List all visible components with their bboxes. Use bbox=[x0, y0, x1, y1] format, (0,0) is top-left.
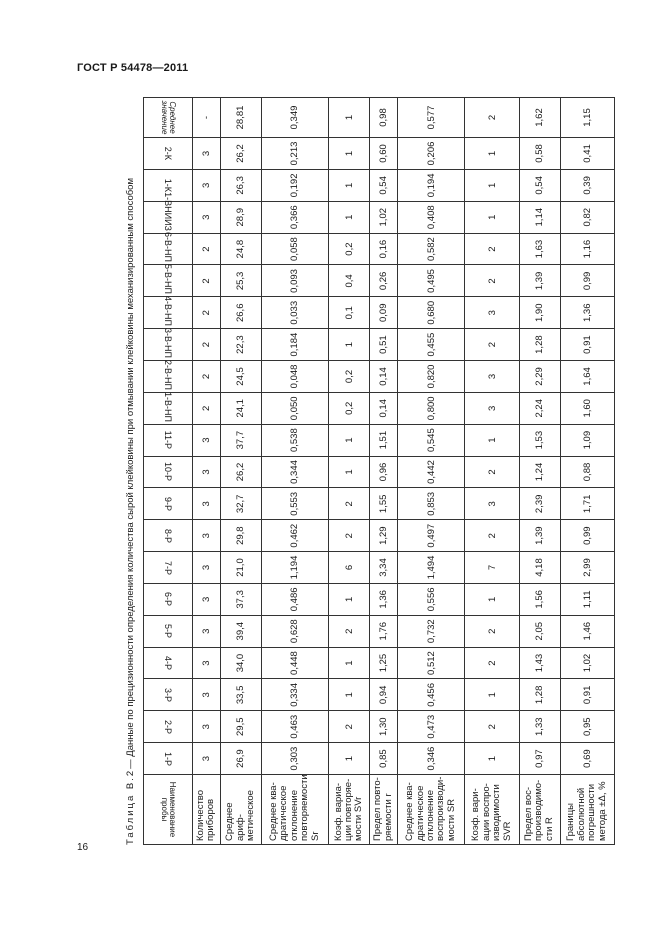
corner-header-cell bbox=[144, 775, 193, 845]
table-cell: 25,3 bbox=[220, 265, 261, 297]
sample-header-cell bbox=[144, 456, 193, 488]
table-cell: 0,334 bbox=[261, 679, 328, 711]
table-header-row bbox=[144, 98, 193, 845]
sample-header-cell bbox=[144, 520, 193, 552]
table-row bbox=[560, 98, 614, 845]
sample-header-label: 3-В-НП bbox=[162, 328, 173, 359]
table-cell: 1 bbox=[329, 743, 370, 775]
table-cell: 1 bbox=[465, 743, 519, 775]
table-cell: 3 bbox=[193, 711, 221, 743]
table-cell: 3 bbox=[193, 583, 221, 615]
mean-cell: 0,577 bbox=[397, 98, 464, 138]
mean-cell: 28,81 bbox=[220, 98, 261, 138]
table-cell: 0,16 bbox=[370, 233, 398, 265]
table-cell: 22,3 bbox=[220, 329, 261, 361]
table-cell: 0,206 bbox=[397, 138, 464, 170]
sample-header-label: 1-ВНИИЗ bbox=[162, 191, 173, 231]
table-cell: 1,64 bbox=[560, 361, 614, 393]
table-cell: 1,194 bbox=[261, 552, 328, 584]
row-label: Среднее арифметическое bbox=[220, 775, 261, 845]
table-cell: 2,39 bbox=[519, 488, 560, 520]
table-cell: 0,448 bbox=[261, 647, 328, 679]
table-cell: 0,512 bbox=[397, 647, 464, 679]
table-cell: 6 bbox=[329, 552, 370, 584]
table-cell: 3 bbox=[193, 138, 221, 170]
table-cell: 0,456 bbox=[397, 679, 464, 711]
table-cell: 0,26 bbox=[370, 265, 398, 297]
table-cell: 0,048 bbox=[261, 361, 328, 393]
table-cell: 0,303 bbox=[261, 743, 328, 775]
sample-header-label: 1-В-НП bbox=[162, 391, 173, 422]
table-cell: 3 bbox=[465, 488, 519, 520]
table-cell: 0,88 bbox=[560, 456, 614, 488]
table-cell: 28,9 bbox=[220, 201, 261, 233]
mean-cell: 1,15 bbox=[560, 98, 614, 138]
table-cell: 26,6 bbox=[220, 297, 261, 329]
table-cell: 3 bbox=[193, 456, 221, 488]
table-cell: 0,462 bbox=[261, 520, 328, 552]
table-cell: 1,494 bbox=[397, 552, 464, 584]
table-cell: 2 bbox=[329, 615, 370, 647]
table-cell: 1,36 bbox=[560, 297, 614, 329]
sample-header-label: 10-Р bbox=[162, 462, 173, 482]
table-cell: 1,43 bbox=[519, 647, 560, 679]
table-cell: 0,058 bbox=[261, 233, 328, 265]
table-cell: 0,39 bbox=[560, 169, 614, 201]
table-cell: 1,36 bbox=[370, 583, 398, 615]
table-cell: 29,8 bbox=[220, 520, 261, 552]
sample-header-cell bbox=[144, 233, 193, 265]
row-label: Предел повторяемости r bbox=[370, 775, 398, 845]
table-cell: 0,033 bbox=[261, 297, 328, 329]
table-cell: 0,2 bbox=[329, 233, 370, 265]
table-cell: 2 bbox=[193, 361, 221, 393]
table-caption-text: — Данные по прецизионности определения количества сырой клейковины при отмывании клейковины механизированным способом bbox=[124, 178, 136, 769]
table-cell: 0,442 bbox=[397, 456, 464, 488]
mean-cell: 2 bbox=[465, 98, 519, 138]
table-cell: 0,69 bbox=[560, 743, 614, 775]
table-cell: 1,29 bbox=[370, 520, 398, 552]
table-cell: 1,51 bbox=[370, 424, 398, 456]
table-caption-label: Таблица В.2 bbox=[124, 768, 136, 845]
table-cell: 0,85 bbox=[370, 743, 398, 775]
table-cell: 1,25 bbox=[370, 647, 398, 679]
table-cell: 1,02 bbox=[370, 201, 398, 233]
table-cell: 1 bbox=[329, 679, 370, 711]
table-cell: 24,1 bbox=[220, 392, 261, 424]
table-row bbox=[519, 98, 560, 845]
table-cell: 1 bbox=[329, 456, 370, 488]
table-cell: 1 bbox=[465, 424, 519, 456]
table-cell: 1 bbox=[329, 424, 370, 456]
table-cell: 2,29 bbox=[519, 361, 560, 393]
row-label: Предел воспроизводимости R bbox=[519, 775, 560, 845]
table-cell: 29,5 bbox=[220, 711, 261, 743]
sample-header-label: 7-Р bbox=[162, 560, 173, 575]
table-cell: 1,14 bbox=[519, 201, 560, 233]
table-cell: 0,99 bbox=[560, 520, 614, 552]
sample-header-cell bbox=[144, 679, 193, 711]
table-cell: 1,39 bbox=[519, 520, 560, 552]
table-cell: 0,54 bbox=[519, 169, 560, 201]
row-label: Коэф. вариации повторяемости SVr bbox=[329, 775, 370, 845]
table-cell: 2 bbox=[193, 392, 221, 424]
sample-header-cell bbox=[144, 265, 193, 297]
table-cell: 2 bbox=[465, 456, 519, 488]
table-cell: 0,09 bbox=[370, 297, 398, 329]
table-cell: 1,39 bbox=[519, 265, 560, 297]
sample-header-cell bbox=[144, 424, 193, 456]
table-cell: 39,4 bbox=[220, 615, 261, 647]
table-cell: 0,495 bbox=[397, 265, 464, 297]
sample-header-cell bbox=[144, 361, 193, 393]
table-cell: 0,1 bbox=[329, 297, 370, 329]
table-cell: 0,582 bbox=[397, 233, 464, 265]
table-cell: 0,538 bbox=[261, 424, 328, 456]
sample-header-cell bbox=[144, 191, 193, 233]
table-cell: 0,99 bbox=[560, 265, 614, 297]
table-cell: 1 bbox=[329, 138, 370, 170]
table-cell: 3 bbox=[465, 297, 519, 329]
table-cell: 0,800 bbox=[397, 392, 464, 424]
table-cell: 0,41 bbox=[560, 138, 614, 170]
table-cell: 1,16 bbox=[560, 233, 614, 265]
table-cell: 1,28 bbox=[519, 329, 560, 361]
mean-cell: 1 bbox=[329, 98, 370, 138]
table-cell: 26,9 bbox=[220, 743, 261, 775]
sample-header-label: 5-В-НП bbox=[162, 264, 173, 295]
table-cell: 0,194 bbox=[397, 169, 464, 201]
table-row bbox=[465, 98, 519, 845]
table-cell: 24,8 bbox=[220, 233, 261, 265]
table-row bbox=[193, 98, 221, 845]
table-cell: 0,82 bbox=[560, 201, 614, 233]
table-cell: 4,18 bbox=[519, 552, 560, 584]
table-cell: 0,545 bbox=[397, 424, 464, 456]
sample-header-label: 2-Р bbox=[162, 719, 173, 734]
table-cell: 0,184 bbox=[261, 329, 328, 361]
table-cell: 1,30 bbox=[370, 711, 398, 743]
table-cell: 0,4 bbox=[329, 265, 370, 297]
table-cell: 26,2 bbox=[220, 456, 261, 488]
table-cell: 3 bbox=[193, 615, 221, 647]
sample-header-label: 1-Р bbox=[162, 751, 173, 766]
mean-header-cell bbox=[144, 98, 193, 138]
sample-header-cell bbox=[144, 711, 193, 743]
table-cell: 0,732 bbox=[397, 615, 464, 647]
sample-header-label: 4-Р bbox=[162, 656, 173, 671]
table-cell: 2 bbox=[193, 265, 221, 297]
table-cell: 0,51 bbox=[370, 329, 398, 361]
sample-header-cell bbox=[144, 647, 193, 679]
table-cell: 0,093 bbox=[261, 265, 328, 297]
table-cell: 1,55 bbox=[370, 488, 398, 520]
table-cell: 1,11 bbox=[560, 583, 614, 615]
table-cell: 0,455 bbox=[397, 329, 464, 361]
table-cell: 3 bbox=[193, 424, 221, 456]
table-cell: 0,192 bbox=[261, 169, 328, 201]
table-cell: 2 bbox=[465, 329, 519, 361]
sample-header-cell bbox=[144, 392, 193, 424]
table-cell: 21,0 bbox=[220, 552, 261, 584]
table-cell: 32,7 bbox=[220, 488, 261, 520]
table-cell: 3 bbox=[193, 520, 221, 552]
table-body bbox=[193, 98, 615, 845]
table-cell: 0,97 bbox=[519, 743, 560, 775]
table-cell: 26,3 bbox=[220, 169, 261, 201]
table-cell: 0,2 bbox=[329, 392, 370, 424]
table-cell: 0,60 bbox=[370, 138, 398, 170]
table-cell: 2,99 bbox=[560, 552, 614, 584]
table-cell: 0,91 bbox=[560, 329, 614, 361]
table-cell: 1,24 bbox=[519, 456, 560, 488]
table-cell: 0,553 bbox=[261, 488, 328, 520]
table-caption bbox=[118, 95, 142, 845]
table-cell: 0,344 bbox=[261, 456, 328, 488]
table-cell: 1,90 bbox=[519, 297, 560, 329]
sample-header-cell bbox=[144, 583, 193, 615]
table-cell: 34,0 bbox=[220, 647, 261, 679]
sample-header-label: 3-Р bbox=[162, 687, 173, 702]
table-cell: 1 bbox=[465, 169, 519, 201]
table-cell: 0,346 bbox=[397, 743, 464, 775]
row-label: Количество приборов bbox=[193, 775, 221, 845]
table-cell: 0,2 bbox=[329, 361, 370, 393]
sample-header-cell bbox=[144, 297, 193, 329]
table-cell: 0,050 bbox=[261, 392, 328, 424]
document-header: ГОСТ Р 54478—2011 bbox=[77, 62, 189, 74]
table-cell: 1 bbox=[465, 138, 519, 170]
table-cell: 1 bbox=[329, 583, 370, 615]
mean-cell: - bbox=[193, 98, 221, 138]
table-cell: 1,02 bbox=[560, 647, 614, 679]
row-label: Границы абсолютной погрешности метода ±Δ, % bbox=[560, 775, 614, 845]
table-cell: 2 bbox=[465, 265, 519, 297]
table-cell: 1 bbox=[329, 169, 370, 201]
table-row bbox=[397, 98, 464, 845]
table-cell: 37,3 bbox=[220, 583, 261, 615]
table-row bbox=[329, 98, 370, 845]
mean-cell: 0,349 bbox=[261, 98, 328, 138]
table-cell: 1,60 bbox=[560, 392, 614, 424]
table-cell: 1 bbox=[329, 201, 370, 233]
mean-cell: 0,98 bbox=[370, 98, 398, 138]
table-cell: 0,497 bbox=[397, 520, 464, 552]
table-cell: 3 bbox=[193, 552, 221, 584]
table-cell: 1,71 bbox=[560, 488, 614, 520]
table-cell: 0,463 bbox=[261, 711, 328, 743]
table-cell: 2 bbox=[465, 615, 519, 647]
table-cell: 0,96 bbox=[370, 456, 398, 488]
sample-header-label: 6-В-НП bbox=[162, 232, 173, 263]
table-cell: 3 bbox=[193, 201, 221, 233]
table-cell: 0,95 bbox=[560, 711, 614, 743]
table-cell: 1 bbox=[465, 201, 519, 233]
table-cell: 0,486 bbox=[261, 583, 328, 615]
precision-data-table bbox=[143, 97, 615, 845]
table-cell: 0,14 bbox=[370, 392, 398, 424]
sample-header-label: 4-В-НП bbox=[162, 296, 173, 327]
table-cell: 37,7 bbox=[220, 424, 261, 456]
table-cell: 1 bbox=[465, 679, 519, 711]
table-row bbox=[370, 98, 398, 845]
table-cell: 2 bbox=[329, 520, 370, 552]
table-cell: 2 bbox=[193, 329, 221, 361]
sample-header-cell bbox=[144, 743, 193, 775]
sample-header-cell bbox=[144, 552, 193, 584]
table-row bbox=[220, 98, 261, 845]
sample-header-label: 8-Р bbox=[162, 528, 173, 543]
table-cell: 1,33 bbox=[519, 711, 560, 743]
table-cell: 7 bbox=[465, 552, 519, 584]
table-cell: 2 bbox=[193, 233, 221, 265]
table-cell: 0,213 bbox=[261, 138, 328, 170]
corner-header-label: Наименование пробы bbox=[159, 781, 178, 838]
row-label: Среднее квадратическое отклонение повторяемости Sr bbox=[261, 775, 328, 845]
table-cell: 0,94 bbox=[370, 679, 398, 711]
table-cell: 1,63 bbox=[519, 233, 560, 265]
table-cell: 0,14 bbox=[370, 361, 398, 393]
table-cell: 33,5 bbox=[220, 679, 261, 711]
table-cell: 0,628 bbox=[261, 615, 328, 647]
table-row bbox=[261, 98, 328, 845]
table-cell: 3 bbox=[193, 743, 221, 775]
sample-header-cell bbox=[144, 488, 193, 520]
table-cell: 3 bbox=[465, 361, 519, 393]
row-label: Коэф. вариации воспроизводимости SVR bbox=[465, 775, 519, 845]
table-cell: 1,28 bbox=[519, 679, 560, 711]
table-cell: 3 bbox=[193, 169, 221, 201]
table-cell: 24,5 bbox=[220, 361, 261, 393]
mean-cell: 1,62 bbox=[519, 98, 560, 138]
table-cell: 1,46 bbox=[560, 615, 614, 647]
sample-header-cell bbox=[144, 138, 193, 170]
sample-header-label: 9-Р bbox=[162, 496, 173, 511]
table-cell: 3 bbox=[465, 392, 519, 424]
sample-header-cell bbox=[144, 329, 193, 361]
table-cell: 1,76 bbox=[370, 615, 398, 647]
table-cell: 0,58 bbox=[519, 138, 560, 170]
table-cell: 1,53 bbox=[519, 424, 560, 456]
table-cell: 0,853 bbox=[397, 488, 464, 520]
table-cell: 26,2 bbox=[220, 138, 261, 170]
table-cell: 1,09 bbox=[560, 424, 614, 456]
table-cell: 0,680 bbox=[397, 297, 464, 329]
page-number: 16 bbox=[77, 842, 89, 853]
table-cell: 2 bbox=[329, 711, 370, 743]
rotated-table-block bbox=[118, 95, 633, 845]
sample-header-label: 2-В-НП bbox=[162, 359, 173, 390]
table-cell: 2,05 bbox=[519, 615, 560, 647]
sample-header-label: 6-Р bbox=[162, 592, 173, 607]
table-cell: 0,556 bbox=[397, 583, 464, 615]
sample-header-label: 5-Р bbox=[162, 624, 173, 639]
table-cell: 2,24 bbox=[519, 392, 560, 424]
mean-header-label: Среднее значение bbox=[159, 100, 178, 135]
table-cell: 3 bbox=[193, 488, 221, 520]
table-cell: 3,34 bbox=[370, 552, 398, 584]
table-cell: 0,820 bbox=[397, 361, 464, 393]
sample-header-label: 11-Р bbox=[162, 430, 173, 450]
table-cell: 1 bbox=[465, 583, 519, 615]
sample-header-cell bbox=[144, 615, 193, 647]
table-cell: 2 bbox=[329, 488, 370, 520]
table-cell: 3 bbox=[193, 647, 221, 679]
table-cell: 3 bbox=[193, 679, 221, 711]
table-cell: 0,91 bbox=[560, 679, 614, 711]
table-cell: 2 bbox=[465, 647, 519, 679]
row-label: Среднее квадратическое отклонение воспроизводимости SR bbox=[397, 775, 464, 845]
table-cell: 0,473 bbox=[397, 711, 464, 743]
table-cell: 2 bbox=[465, 711, 519, 743]
table-cell: 0,366 bbox=[261, 201, 328, 233]
table-cell: 1 bbox=[329, 647, 370, 679]
table-cell: 0,54 bbox=[370, 169, 398, 201]
table-cell: 2 bbox=[465, 520, 519, 552]
sample-header-label: 1-К bbox=[162, 178, 173, 193]
table-cell: 1,56 bbox=[519, 583, 560, 615]
table-cell: 0,408 bbox=[397, 201, 464, 233]
table-cell: 2 bbox=[193, 297, 221, 329]
table-cell: 2 bbox=[465, 233, 519, 265]
sample-header-label: 2-К bbox=[162, 146, 173, 161]
table-cell: 1 bbox=[329, 329, 370, 361]
